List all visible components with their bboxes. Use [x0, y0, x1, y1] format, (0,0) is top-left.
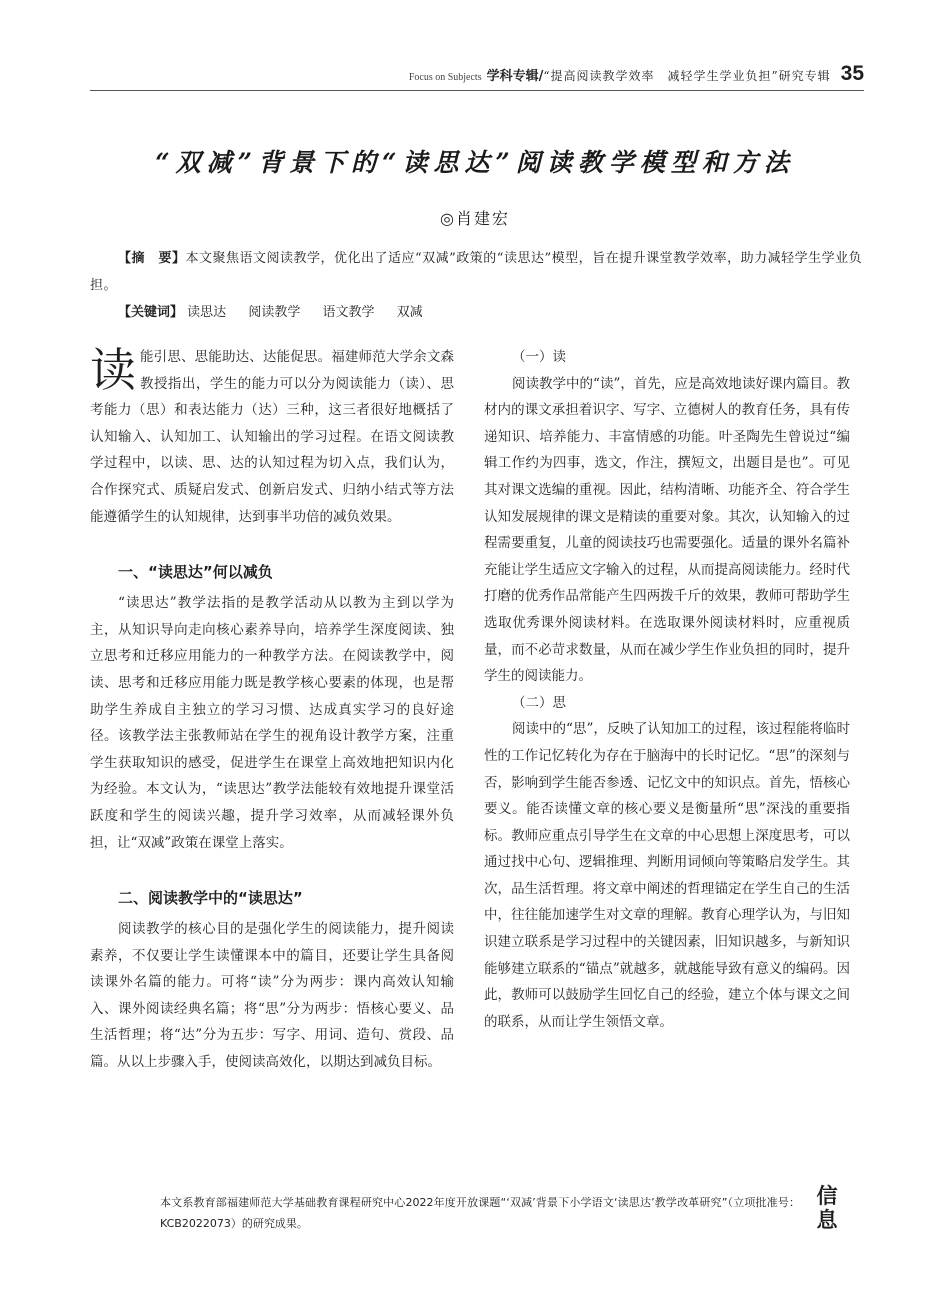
keyword: 双减 [396, 305, 423, 320]
keywords [118, 299, 441, 326]
topic-label: “提高阅读教学效率 减轻学生学业负担”研究专辑 [543, 69, 831, 83]
keyword: 阅读教学 [248, 305, 301, 320]
section-label: 学科专辑/ [486, 69, 544, 84]
keywords-label: 【关键词】 [118, 305, 184, 320]
running-header [90, 62, 864, 91]
dropcap: 读 [90, 343, 136, 397]
keyword: 语文教学 [322, 305, 375, 320]
intro-paragraph [90, 344, 454, 530]
article-author: ◎肖建宏 [440, 209, 510, 228]
intro-text: 能引思、思能助达、达能促思。福建师范大学余文森教授指出，学生的能力可以分为阅读能力（读）、思考能力（思）和表达能力（达）三种，这三者很好地概括了认知输入、认知加工、认知输出的学习过程。在语文阅读教学过程中，以读、思、达的认知过程为切入点，我们认为，合作探究式、质疑启发式、创新启发式、归纳小结式等方法能遵循学生的认知规律，达到事半功倍的减负效果。 [90, 349, 454, 525]
side-tag: 信息 [816, 1184, 838, 1232]
body-paragraph: 阅读中的“思”，反映了认知加工的过程，该过程能将临时性的工作记忆转化为存在于脑海中的长时记忆。“思”的深刻与否，影响到学生能否参透、记忆文中的知识点。首先，悟核心要义。能否读懂文章的核心要义是衡量所“思”深浅的重要指标。教师应重点引导学生在文章的中心思想上深度思考，可以通过找中心句、逻辑推理、判断用词倾向等策略启发学生。其次，品生活哲理。将文章中阐述的哲理锚定在学生自己的生活中，往往能加速学生对文章的理解。教育心理学认为，与旧知识建立联系是学习过程中的关键因素，旧知识越多，与新知识能够建立联系的“锚点”就越多，就越能导致有意义的编码。因此，教师可以鼓励学生回忆自己的经验，建立个体与课文之间的联系，从而让学生领悟文章。 [484, 721, 850, 1030]
keyword: 读思达 [187, 305, 227, 320]
footnote: 本文系教育部福建师范大学基础教育课程研究中心2022年度开放课题“‘双减’背景下小学语文‘读思达’教学改革研究”（立项批准号：KCB2022073）的研究成果。 [160, 1196, 800, 1230]
focus-label: Focus on Subjects [408, 72, 482, 83]
abstract [90, 245, 864, 299]
article-title: “双减”背景下的“读思达”阅读教学模型和方法 [155, 148, 795, 177]
section-heading-1: 一、“读思达”何以减负 [118, 563, 273, 582]
body-paragraph: 阅读教学中的“读”，首先，应是高效地读好课内篇目。教材内的课文承担着识字、写字、立德树人的教育任务，具有传递知识、培养能力、丰富情感的功能。叶圣陶先生曾说过“编辑工作约为四事，选文，作注，撰短文，出题目是也”。可见其对课文选编的重视。因此，结构清晰、功能齐全、符合学生认知发展规律的课文是精读的重要对象。其次，认知输入的过程需要重复，儿童的阅读技巧也需要强化。适量的课外名篇补充能让学生适应文字输入的过程，从而提高阅读能力。经时代打磨的优秀作品常能产生四两拨千斤的效果，教师可帮助学生选取优秀课外阅读材料。在选取课外阅读材料时，应重视质量，而不必苛求数量，从而在减少学生作业负担的同时，提升学生的阅读能力。 [484, 375, 850, 685]
body-paragraph: “读思达”教学法指的是教学活动从以教为主到以学为主，从知识导向走向核心素养导向，培养学生深度阅读、独立思考和迁移应用能力的一种教学方法。在阅读教学中，阅读、思考和迁移应用能力既是教学核心要素的体现，也是帮助学生养成自主独立的学习习惯、达成真实学习的良好途径。该教学法主张教师站在学生的视角设计教学方案，注重学生获取知识的感受，促进学生在课堂上高效地把知识内化为经验。本文认为，“读思达”教学法能较有效地提升课堂活跃度和学生的阅读兴趣，提升学习效率，从而减轻课外负担，让“双减”政策在课堂上落实。 [90, 595, 454, 851]
abstract-label: 【摘 要】 [118, 251, 186, 266]
right-column [484, 344, 850, 1035]
subheading-think: （二）思 [512, 694, 566, 711]
subheading-read: （一）读 [512, 349, 566, 365]
body-paragraph: 阅读教学的核心目的是强化学生的阅读能力，提升阅读素养，不仅要让学生读懂课本中的篇目，还要让学生具备阅读课外名篇的能力。可将“读”分为两步：课内高效认知输入、课外阅读经典名篇；将“思”分为两步：悟核心要义、品生活哲理；将“达”分为五步：写字、用词、造句、赏段、品篇。从以上步骤入手，使阅读高效化，以期达到减负目标。 [90, 921, 454, 1071]
left-column [90, 344, 454, 1076]
section-heading-2: 二、阅读教学中的“读思达” [118, 889, 303, 908]
abstract-text: 本文聚焦语文阅读教学，优化出了适应“双减”政策的“读思达”模型，旨在提升课堂教学效率，助力减轻学生学业负担。 [90, 251, 863, 293]
page-number: 35 [840, 62, 864, 85]
